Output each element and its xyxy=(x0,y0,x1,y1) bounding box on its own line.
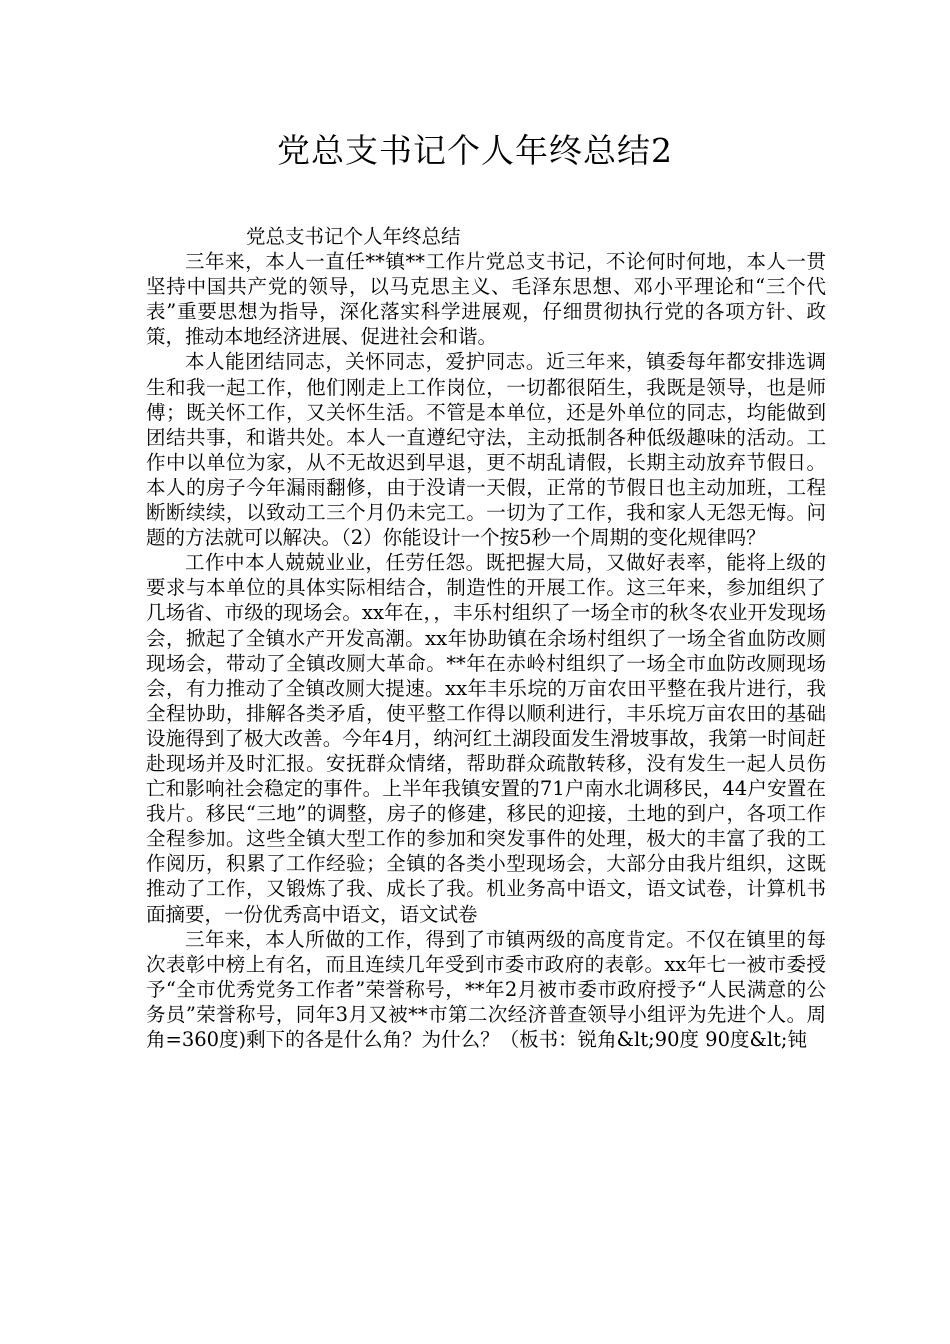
paragraph-3: 工作中本人兢兢业业，任劳任怨。既把握大局，又做好表率，能将上级的要求与本单位的具体实际相结合，制造性的开展工作。这三年来，参加组织了几场省、市级的现场会。xx年在，，丰乐村组织了一场全市的秋冬农业开发现场会，掀起了全镇水产开发高潮。xx年协助镇在余场村组织了一场全省血防改厕现场会，带动了全镇改厕大革命。**年在赤岭村组织了一场全市血防改厕现场会，有力推动了全镇改厕大提速。xx年丰乐垸的万亩农田平整在我片进行，我全程协助，排解各类矛盾，使平整工作得以顺利进行，丰乐垸万亩农田的基础设施得到了极大改善。今年4月，纳河红土湖段面发生滑坡事故，我第一时间赶赴现场并及时汇报。安抚群众情绪，帮助群众疏散转移，没有发生一起人员伤亡和影响社会稳定的事件。上半年我镇安置的71户南水北调移民，44户安置在我片。移民“三地”的调整，房子的修建，移民的迎接，土地的到户，各项工作全程参加。这些全镇大型工作的参加和突发事件的处理，极大的丰富了我的工作阅历，积累了工作经验；全镇的各类小型现场会，大部分由我片组织，这既推动了工作，又锻炼了我、成长了我。机业务高中语文，语文试卷，计算机书面摘要，一份优秀高中语文，语文试卷 xyxy=(146,551,826,926)
document-title: 党总支书记个人年终总结2 xyxy=(277,131,673,170)
document-subtitle: 党总支书记个人年终总结 xyxy=(246,225,461,248)
document-body xyxy=(146,224,826,1052)
paragraph-1: 三年来，本人一直任**镇**工作片党总支书记，不论何时何地，本人一贯坚持中国共产党的领导，以马克思主义、毛泽东思想、邓小平理论和“三个代表”重要思想为指导，深化落实科学进展观，仔细贯彻执行党的各项方针、政策，推动本地经济进展、促进社会和谐。 xyxy=(146,250,826,349)
paragraph-2: 本人能团结同志，关怀同志，爱护同志。近三年来，镇委每年都安排选调生和我一起工作，他们刚走上工作岗位，一切都很陌生，我既是领导，也是师傅；既关怀工作，又关怀生活。不管是本单位，还是外单位的同志，均能做到团结共事，和谐共处。本人一直遵纪守法，主动抵制各种低级趣味的活动。工作中以单位为家，从不无故迟到早退，更不胡乱请假，长期主动放弃节假日。本人的房子今年漏雨翻修，由于没请一天假，正常的节假日也主动加班，工程断断续续，以致动工三个月仍未完工。一切为了工作，我和家人无怨无悔。问题的方法就可以解决。（2）你能设计一个按5秒一个周期的变化规律吗？ xyxy=(146,350,826,550)
paragraph-4: 三年来，本人所做的工作，得到了市镇两级的高度肯定。不仅在镇里的每次表彰中榜上有名，而且连续几年受到市委市政府的表彰。xx年七一被市委授予“全市优秀党务工作者”荣誉称号，**年2月被市委市政府授予“人民满意的公务员”荣誉称号，同年3月又被**市第二次经济普查领导小组评为先进个人。周角=360度)剩下的各是什么角？为什么？（板书：锐角&lt;90度 90度&lt;钝 xyxy=(146,927,826,1051)
